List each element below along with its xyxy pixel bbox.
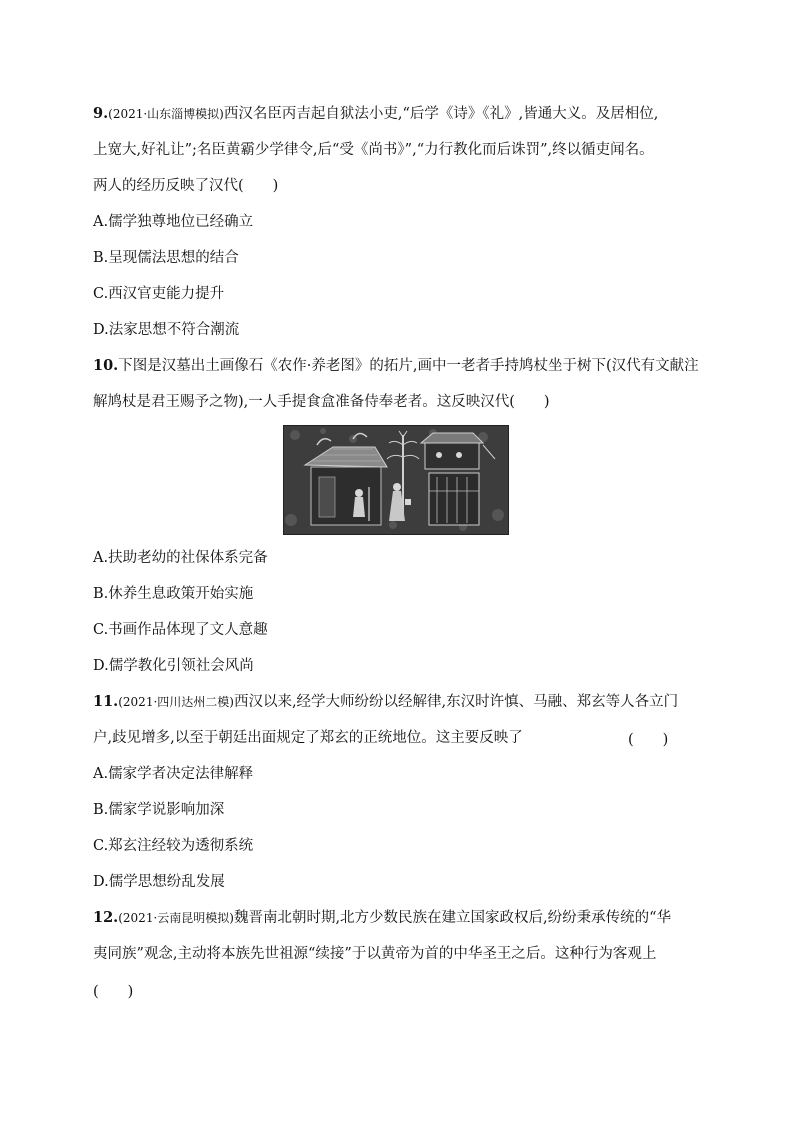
q10-text-1: 下图是汉墓出土画像石《农作·养老图》的拓片,画中一老者手持鸠杖坐于树下(汉代有文献注 <box>118 358 699 374</box>
q12-line2: 夷同族”观念,主动将本族先世祖源“续接”于以黄帝为首的中华圣王之后。这种行为客观上 <box>93 946 657 962</box>
q12-source: (2021·云南昆明模拟) <box>118 911 234 925</box>
q9-option-c[interactable]: C.西汉官吏能力提升 <box>93 286 225 302</box>
q11-text-1: 西汉以来,经学大师纷纷以经解律,东汉时许慎、马融、郑玄等人各立门 <box>233 694 679 710</box>
q11-line1 <box>93 692 678 712</box>
q9-line1 <box>93 104 658 124</box>
q12-answer-paren[interactable]: ( ) <box>93 984 134 1000</box>
q10-option-c[interactable]: C.书画作品体现了文人意趣 <box>93 622 268 638</box>
q9-option-a[interactable]: A.儒学独尊地位已经确立 <box>93 214 254 230</box>
q10-line2: 解鸠杖是君王赐予之物),一人手提食盒准备侍奉老者。这反映汉代( ) <box>93 394 550 410</box>
q12-text-1: 魏晋南北朝时期,北方少数民族在建立国家政权后,纷纷秉承传统的“华 <box>233 910 672 926</box>
q9-source: (2021·山东淄博模拟) <box>108 107 224 121</box>
q11-option-b[interactable]: B.儒家学说影响加深 <box>93 802 225 818</box>
q10-option-a[interactable]: A.扶助老幼的社保体系完备 <box>93 550 268 566</box>
q11-option-d[interactable]: D.儒学思想纷乱发展 <box>93 874 225 890</box>
q9-option-b[interactable]: B.呈现儒法思想的结合 <box>93 250 239 266</box>
q10-option-d[interactable]: D.儒学教化引领社会风尚 <box>93 658 254 674</box>
q10-line1 <box>93 356 699 376</box>
q10-option-b[interactable]: B.休养生息政策开始实施 <box>93 586 254 602</box>
q11-source: (2021·四川达州二模) <box>118 695 234 709</box>
q12-line1 <box>93 908 671 928</box>
q11-answer-paren[interactable]: ( ) <box>628 732 669 748</box>
q9-number: 9. <box>93 105 109 122</box>
q12-number: 12. <box>93 909 119 926</box>
q11-number: 11. <box>93 693 119 710</box>
q9-text-1: 西汉名臣丙吉起自狱法小吏,“后学《诗》《礼》,皆通大义。及居相位, <box>223 106 659 122</box>
q11-line2: 户,歧见增多,以至于朝廷出面规定了郑玄的正统地位。这主要反映了 <box>93 730 523 746</box>
q9-option-d[interactable]: D.法家思想不符合潮流 <box>93 322 240 338</box>
stone-rubbing-image <box>283 425 509 535</box>
q11-option-a[interactable]: A.儒家学者决定法律解释 <box>93 766 254 782</box>
q9-line3: 两人的经历反映了汉代( ) <box>93 178 279 194</box>
q9-line2: 上宽大,好礼让”;名臣黄霸少学律令,后“受《尚书》”,“力行教化而后诛罚”,终以循吏闻名。 <box>93 142 654 158</box>
q11-option-c[interactable]: C.郑玄注经较为透彻系统 <box>93 838 254 854</box>
q10-number: 10. <box>93 357 119 374</box>
